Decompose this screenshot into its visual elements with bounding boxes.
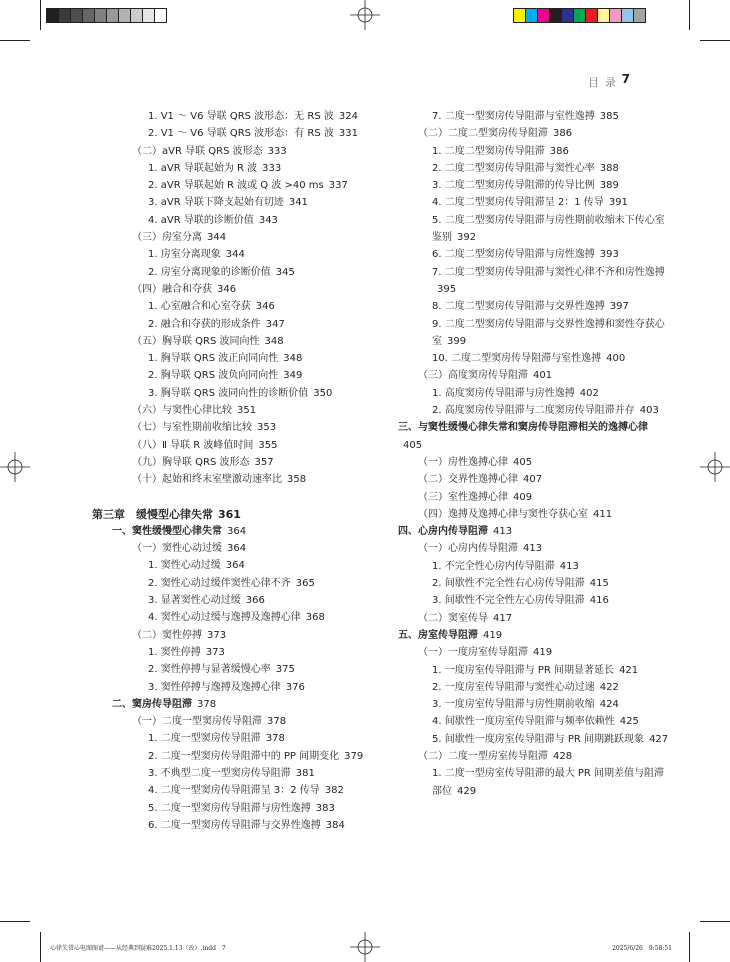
- toc-entry-page: 395: [437, 283, 457, 295]
- toc-subsection-entry: [92, 713, 392, 730]
- toc-entry-page: 393: [599, 249, 619, 261]
- toc-entry-title: （二）二度一型房室传导阻滞: [418, 750, 548, 762]
- toc-entry-title: 二、窦房传导阻滞: [112, 698, 192, 710]
- toc-entry-page: 397: [609, 301, 629, 313]
- toc-entry-page: 331: [338, 128, 358, 140]
- toc-subsection-entry: [398, 748, 688, 765]
- toc-item-entry: [398, 558, 688, 575]
- toc-section-entry: [398, 627, 688, 644]
- toc-item-entry: [92, 609, 392, 626]
- toc-subsection-entry: [398, 471, 688, 488]
- toc-entry-title: 2. 胸导联 QRS 波负向同向性: [148, 370, 279, 382]
- toc-item-entry: [92, 125, 392, 142]
- toc-entry-page: 411: [593, 508, 613, 520]
- toc-entry-title: （四）逸搏及逸搏心律与窦性夺获心室: [418, 508, 588, 520]
- color-swatch: [633, 8, 646, 23]
- toc-entry-title: 2. 高度窦房传导阻滞与二度窦房传导阻滞并存: [432, 405, 635, 417]
- toc-item-entry: [92, 264, 392, 281]
- toc-entry-title: 1. 胸导联 QRS 波正向同向性: [148, 353, 279, 365]
- toc-entry-page: 373: [207, 629, 227, 641]
- toc-entry-title: 2. 二度二型窦房传导阻滞与窦性心率: [432, 162, 595, 174]
- toc-item-entry: [92, 385, 392, 402]
- toc-subsection-entry: [398, 489, 688, 506]
- toc-entry-title: 五、房室传导阻滞: [398, 629, 478, 641]
- toc-entry-page: 399: [447, 335, 467, 347]
- toc-entry-page: 349: [283, 370, 303, 382]
- toc-entry-page: 407: [523, 474, 543, 486]
- toc-entry-page: 337: [328, 180, 348, 192]
- toc-entry-title: 1. 房室分离现象: [148, 249, 221, 261]
- toc-entry-title: 1. 心室融合和心室夺获: [148, 301, 251, 313]
- toc-entry-page: 383: [315, 802, 335, 814]
- toc-entry-page: 392: [457, 232, 477, 244]
- toc-entry-page: 384: [325, 819, 345, 831]
- toc-entry-page: 324: [338, 111, 358, 122]
- toc-section-entry: [398, 419, 668, 454]
- toc-item-entry: [92, 644, 392, 661]
- toc-entry-title: 2. 一度房室传导阻滞与窦性心动过速: [432, 681, 595, 693]
- toc-item-entry: [398, 731, 674, 748]
- toc-subsection-entry: [92, 437, 392, 454]
- toc-entry-title: （一）心房内传导阻滞: [418, 543, 518, 555]
- toc-entry-page: 351: [237, 405, 257, 417]
- toc-spacer: [92, 489, 392, 506]
- toc-entry-page: 333: [267, 145, 287, 157]
- toc-subsection-entry: [92, 454, 392, 471]
- toc-entry-page: 401: [533, 370, 553, 382]
- toc-entry-page: 413: [523, 543, 543, 555]
- toc-entry-page: 425: [619, 716, 639, 728]
- toc-entry-title: 6. 二度二型窦房传导阻滞与房性逸搏: [432, 249, 595, 261]
- toc-item-entry: [92, 730, 392, 747]
- toc-entry-page: 348: [283, 353, 303, 365]
- running-header-title: 目录: [588, 76, 622, 89]
- toc-entry-page: 346: [255, 301, 275, 313]
- toc-subsection-entry: [92, 402, 392, 419]
- toc-item-entry: [398, 212, 674, 247]
- toc-section-entry: [398, 523, 688, 540]
- toc-entry-page: 391: [608, 197, 628, 209]
- toc-item-entry: [398, 765, 674, 800]
- toc-entry-title: 1. 窦性停搏: [148, 646, 201, 658]
- toc-entry-title: （二）窦性停搏: [132, 629, 202, 641]
- toc-entry-page: 413: [559, 560, 579, 572]
- toc-item-entry: [398, 385, 688, 402]
- toc-entry-title: 3. 窦性停搏与逸搏及逸搏心律: [148, 681, 281, 693]
- toc-right-column: [398, 108, 688, 800]
- toc-subsection-entry: [398, 644, 688, 661]
- toc-item-entry: [398, 679, 688, 696]
- toc-entry-title: 三、与窦性缓慢心律失常和窦房传导阻滞相关的逸搏心律: [398, 422, 648, 434]
- registration-mark-left: [0, 452, 30, 482]
- toc-entry-page: 373: [205, 646, 225, 658]
- footer-file-info: 心律失常心电图图谱——从经典到疑难2025.1.13（改）.indd 7: [50, 945, 226, 952]
- toc-entry-title: （五）胸导联 QRS 波同向性: [132, 335, 260, 347]
- toc-item-entry: [92, 316, 392, 333]
- toc-subsection-entry: [398, 540, 688, 557]
- toc-entry-page: 416: [589, 595, 609, 607]
- toc-entry-title: 1. 不完全性心房内传导阻滞: [432, 560, 555, 572]
- toc-subsection-entry: [398, 506, 688, 523]
- toc-item-entry: [398, 696, 688, 713]
- footer-timestamp: 2025/6/26 9:58:51: [612, 945, 672, 952]
- toc-entry-title: 2. 间歇性不完全性右心房传导阻滞: [432, 578, 585, 590]
- toc-entry-page: 381: [295, 767, 315, 779]
- toc-entry-title: 1. 二度一型窦房传导阻滞: [148, 733, 261, 745]
- toc-item-entry: [92, 177, 392, 194]
- toc-entry-page: 350: [313, 387, 333, 399]
- toc-subsection-entry: [92, 281, 392, 298]
- toc-item-entry: [92, 679, 392, 696]
- toc-item-entry: [92, 575, 392, 592]
- toc-entry-title: 4. 二度二型窦房传导阻滞呈 2：1 传导: [432, 197, 604, 209]
- toc-entry-title: 4. 窦性心动过缓与逸搏及逸搏心律: [148, 612, 301, 624]
- toc-entry-title: 3. 二度二型窦房传导阻滞的传导比例: [432, 180, 595, 192]
- toc-entry-page: 419: [533, 647, 553, 659]
- toc-item-entry: [398, 160, 688, 177]
- toc-entry-title: 5. 间歇性一度房室传导阻滞与 PR 间期跳跃现象: [432, 733, 645, 745]
- toc-subsection-entry: [398, 610, 688, 627]
- toc-entry-page: 378: [265, 733, 285, 745]
- registration-mark-bottom: [350, 932, 380, 962]
- toc-item-entry: [92, 367, 392, 384]
- toc-item-entry: [398, 350, 688, 367]
- color-swatch: [154, 8, 167, 23]
- toc-entry-title: 3. 胸导联 QRS 波同向性的诊断价值: [148, 387, 309, 399]
- toc-item-entry: [92, 194, 392, 211]
- toc-entry-title: 一、窦性缓慢型心律失常: [112, 525, 222, 537]
- toc-subsection-entry: [398, 125, 688, 142]
- toc-entry-title: 2. 二度一型窦房传导阻滞中的 PP 间期变化: [148, 750, 340, 762]
- crop-mark: [700, 921, 730, 922]
- toc-entry-page: 341: [288, 197, 308, 209]
- toc-item-entry: [398, 575, 688, 592]
- toc-entry-title: （一）二度一型窦房传导阻滞: [132, 716, 262, 728]
- toc-item-entry: [398, 662, 688, 679]
- toc-entry-page: 379: [344, 750, 364, 762]
- toc-entry-title: 4. 间歇性一度房室传导阻滞与频率依赖性: [432, 716, 615, 728]
- toc-entry-page: 364: [225, 560, 245, 572]
- toc-entry-title: （一）房性逸搏心律: [418, 456, 508, 468]
- toc-entry-page: 355: [258, 439, 278, 451]
- toc-entry-title: 9. 二度二型窦房传导阻滞与交界性逸搏和窦性夺获心室: [432, 318, 665, 347]
- toc-entry-title: 10. 二度二型窦房传导阻滞与室性逸搏: [432, 353, 602, 365]
- toc-entry-page: 366: [245, 595, 265, 607]
- toc-entry-page: 378: [197, 698, 217, 710]
- toc-entry-page: 343: [258, 214, 278, 226]
- toc-entry-title: （三）房室分离: [132, 232, 202, 244]
- toc-item-entry: [92, 592, 392, 609]
- toc-entry-page: 429: [457, 785, 477, 797]
- toc-entry-page: 348: [264, 335, 284, 347]
- toc-entry-page: 346: [217, 283, 237, 295]
- toc-entry-page: 424: [599, 699, 619, 711]
- toc-entry-page: 353: [257, 422, 277, 434]
- toc-entry-page: 415: [589, 578, 609, 590]
- toc-entry-page: 347: [265, 318, 285, 330]
- toc-entry-page: 345: [275, 266, 295, 278]
- toc-entry-title: （八）Ⅱ 导联 R 波峰值时间: [132, 439, 254, 451]
- toc-entry-page: 388: [599, 162, 619, 174]
- toc-item-entry: [92, 246, 392, 263]
- toc-entry-title: 3. 不典型二度一型窦房传导阻滞: [148, 767, 291, 779]
- toc-entry-title: 1. 高度窦房传导阻滞与房性逸搏: [432, 387, 575, 399]
- toc-entry-page: 386: [549, 145, 569, 157]
- toc-subsection-entry: [92, 540, 392, 557]
- toc-entry-page: 403: [639, 405, 659, 417]
- toc-subsection-entry: [92, 333, 392, 350]
- toc-entry-title: 2. 窦性停搏与显著缓慢心率: [148, 664, 271, 676]
- toc-entry-title: （一）窦性心动过缓: [132, 543, 222, 555]
- toc-entry-title: （三）室性逸搏心律: [418, 491, 508, 503]
- toc-entry-page: 375: [275, 664, 295, 676]
- toc-item-entry: [92, 350, 392, 367]
- toc-entry-title: 2. 房室分离现象的诊断价值: [148, 266, 271, 278]
- toc-entry-title: 四、心房内传导阻滞: [398, 526, 488, 538]
- toc-entry-page: 428: [553, 750, 573, 762]
- toc-entry-title: 4. aVR 导联的诊断价值: [148, 214, 254, 226]
- toc-item-entry: [92, 557, 392, 574]
- toc-entry-page: 409: [513, 491, 533, 503]
- toc-item-entry: [398, 592, 688, 609]
- toc-item-entry: [92, 817, 392, 834]
- toc-entry-page: 400: [606, 353, 626, 365]
- toc-entry-page: 378: [267, 716, 287, 728]
- toc-entry-title: 6. 二度一型窦房传导阻滞与交界性逸搏: [148, 819, 321, 831]
- toc-entry-page: 422: [599, 681, 619, 693]
- toc-entry-title: 2. 窦性心动过缓伴窦性心律不齐: [148, 577, 291, 589]
- registration-mark-top: [350, 0, 380, 30]
- toc-subsection-entry: [398, 367, 688, 384]
- toc-entry-page: 368: [305, 612, 325, 624]
- toc-entry-title: 1. 二度二型窦房传导阻滞: [432, 145, 545, 157]
- toc-chapter-entry: [92, 506, 392, 523]
- page-number: 7: [621, 72, 630, 86]
- toc-subsection-entry: [92, 229, 392, 246]
- toc-entry-title: 1. 窦性心动过缓: [148, 560, 221, 572]
- grayscale-color-bar: [46, 8, 166, 23]
- crop-mark: [40, 932, 41, 962]
- toc-entry-title: （一）一度房室传导阻滞: [418, 647, 528, 659]
- toc-entry-title: 第三章 缓慢型心律失常: [92, 507, 213, 521]
- toc-entry-page: 358: [287, 474, 307, 486]
- toc-entry-title: 3. 显著窦性心动过缓: [148, 595, 241, 607]
- toc-item-entry: [398, 316, 674, 351]
- toc-entry-page: 386: [553, 128, 573, 140]
- toc-entry-title: 5. 二度一型窦房传导阻滞与房性逸搏: [148, 802, 311, 814]
- toc-entry-page: 364: [227, 525, 247, 537]
- toc-subsection-entry: [92, 627, 392, 644]
- toc-item-entry: [92, 212, 392, 229]
- toc-section-entry: [92, 696, 392, 713]
- toc-item-entry: [398, 194, 688, 211]
- toc-item-entry: [92, 765, 392, 782]
- toc-entry-page: 405: [403, 439, 423, 451]
- toc-entry-title: 5. 二度二型窦房传导阻滞与房性期前收缩未下传心室鉴别: [432, 214, 665, 244]
- toc-entry-page: 385: [599, 111, 619, 122]
- toc-item-entry: [398, 177, 688, 194]
- toc-entry-title: （二）二度二型窦房传导阻滞: [418, 128, 548, 140]
- toc-entry-title: 2. 融合和夺获的形成条件: [148, 318, 261, 330]
- toc-entry-title: 1. 一度房室传导阻滞与 PR 间期显著延长: [432, 664, 615, 676]
- toc-entry-title: 8. 二度二型窦房传导阻滞与交界性逸搏: [432, 301, 605, 313]
- toc-entry-title: 4. 二度一型窦房传导阻滞呈 3：2 传导: [148, 785, 320, 797]
- toc-entry-page: 421: [619, 664, 639, 676]
- toc-entry-title: （二）交界性逸搏心律: [418, 474, 518, 486]
- crop-mark: [689, 0, 690, 30]
- toc-entry-page: 419: [483, 629, 503, 641]
- toc-entry-title: （二）窦室传导: [418, 612, 488, 624]
- toc-entry-title: 1. aVR 导联起始为 R 波: [148, 162, 258, 174]
- toc-entry-title: （四）融合和夺获: [132, 283, 212, 295]
- crop-mark: [40, 0, 41, 30]
- crop-mark: [700, 40, 730, 41]
- toc-item-entry: [398, 713, 688, 730]
- toc-entry-page: 413: [493, 526, 513, 538]
- toc-entry-title: 3. 间歇性不完全性左心房传导阻滞: [432, 595, 585, 607]
- toc-entry-page: 344: [225, 249, 245, 261]
- toc-entry-title: 1. 二度一型房室传导阻滞的最大 PR 间期差值与阻滞部位: [432, 768, 665, 797]
- toc-entry-title: （十）起始和终末室壁激动速率比: [132, 474, 282, 486]
- toc-item-entry: [398, 143, 688, 160]
- toc-entry-title: 1. V1 ～ V6 导联 QRS 波形态：无 RS 波: [148, 111, 334, 122]
- toc-entry-page: 333: [262, 162, 282, 174]
- toc-item-entry: [92, 800, 392, 817]
- toc-entry-page: 365: [295, 577, 315, 589]
- toc-subsection-entry: [92, 471, 392, 488]
- toc-entry-page: 417: [493, 612, 513, 624]
- toc-entry-page: 427: [649, 733, 669, 745]
- toc-entry-page: 402: [579, 387, 599, 399]
- toc-entry-page: 376: [285, 681, 305, 693]
- toc-entry-page: 405: [513, 456, 533, 468]
- toc-entry-title: （二）aVR 导联 QRS 波形态: [132, 145, 263, 157]
- crop-mark: [0, 921, 30, 922]
- toc-entry-title: （七）与室性期前收缩比较: [132, 422, 252, 434]
- toc-item-entry: [92, 661, 392, 678]
- toc-section-entry: [92, 523, 392, 540]
- toc-entry-title: 2. V1 ～ V6 导联 QRS 波形态：有 RS 波: [148, 128, 334, 140]
- toc-entry-title: 3. aVR 导联下降支起始有切迹: [148, 197, 284, 209]
- toc-item-entry: [92, 298, 392, 315]
- toc-entry-page: 361: [218, 507, 241, 521]
- crop-mark: [689, 932, 690, 962]
- toc-item-entry: [92, 782, 392, 799]
- toc-entry-title: 7. 二度一型窦房传导阻滞与室性逸搏: [432, 111, 595, 122]
- toc-subsection-entry: [92, 419, 392, 436]
- toc-item-entry: [398, 246, 688, 263]
- toc-item-entry: [92, 160, 392, 177]
- toc-entry-title: （六）与窦性心律比较: [132, 405, 232, 417]
- toc-item-entry: [398, 298, 674, 315]
- toc-item-entry: [92, 108, 392, 125]
- toc-item-entry: [398, 264, 674, 299]
- toc-subsection-entry: [92, 143, 392, 160]
- toc-entry-page: 357: [254, 456, 274, 468]
- toc-left-column: [92, 108, 392, 834]
- toc-entry-title: 7. 二度二型窦房传导阻滞与窦性心律不齐和房性逸搏: [432, 266, 665, 278]
- toc-item-entry: [398, 108, 688, 125]
- toc-entry-title: 2. aVR 导联起始 R 波或 Q 波 >40 ms: [148, 180, 324, 192]
- toc-item-entry: [92, 748, 378, 765]
- registration-mark-right: [700, 452, 730, 482]
- toc-entry-page: 364: [227, 543, 247, 555]
- crop-mark: [0, 40, 30, 41]
- toc-entry-title: （九）胸导联 QRS 波形态: [132, 456, 250, 468]
- toc-entry-page: 382: [324, 785, 344, 797]
- toc-entry-page: 344: [207, 232, 227, 244]
- process-color-bar: [513, 8, 645, 23]
- toc-item-entry: [398, 402, 674, 419]
- toc-subsection-entry: [398, 454, 688, 471]
- toc-entry-page: 389: [599, 180, 619, 192]
- toc-entry-title: 3. 一度房室传导阻滞与房性期前收缩: [432, 699, 595, 711]
- toc-entry-title: （三）高度窦房传导阻滞: [418, 370, 528, 382]
